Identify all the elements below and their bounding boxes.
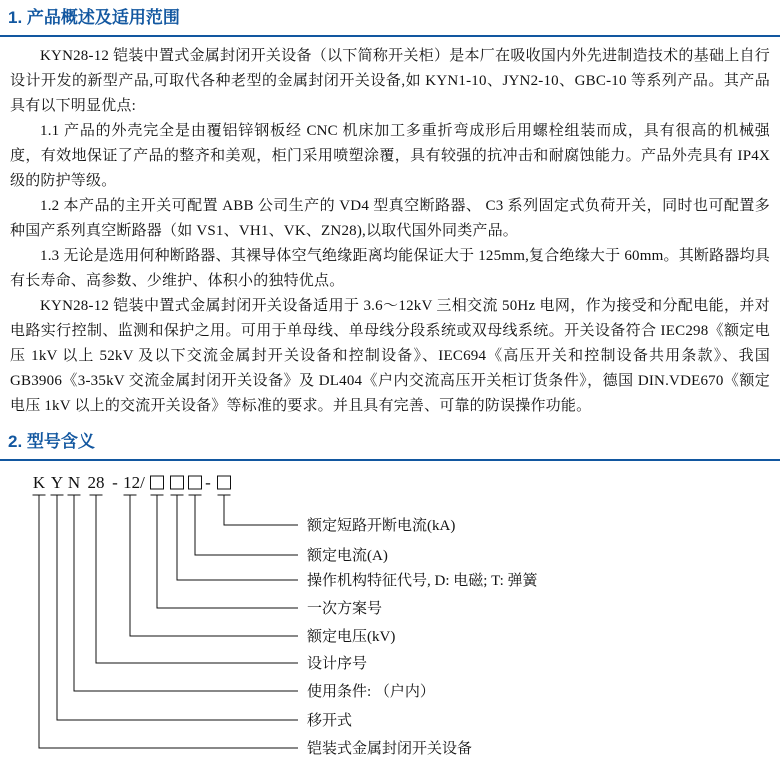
model-code-part: - bbox=[205, 473, 211, 492]
model-placeholder-box bbox=[151, 476, 164, 489]
model-label: 额定电压(kV) bbox=[307, 629, 396, 645]
section-2-title: 2. 型号含义 bbox=[8, 432, 95, 451]
model-label: 操作机构特征代号, D: 电磁; T: 弹簧 bbox=[307, 573, 538, 589]
connector-line bbox=[218, 495, 299, 525]
model-code-part: - bbox=[112, 473, 118, 492]
connector-line bbox=[171, 495, 299, 580]
model-code-part: K bbox=[32, 473, 46, 492]
model-label: 铠装式金属封闭开关设备 bbox=[307, 741, 473, 757]
connector-line bbox=[90, 495, 299, 663]
paragraph-intro: KYN28-12 铠装中置式金属封闭开关设备（以下简称开关柜）是本厂在吸收国内外先进制造技术的基础上自行设计开发的新型产品,可取代各种老型的金属封闭开关设备,如 KYN1-10、JYN2-10、GBC-10 等系列产品。其产品具有以下明显优点: bbox=[10, 48, 770, 114]
section-1-body bbox=[0, 37, 780, 419]
model-label: 移开式 bbox=[307, 713, 353, 729]
section-1-title: 1. 产品概述及适用范围 bbox=[8, 8, 180, 27]
connector-line bbox=[124, 495, 299, 636]
connector-line bbox=[33, 495, 299, 748]
model-code-part: 28 bbox=[87, 473, 105, 492]
section-model-meaning bbox=[0, 419, 780, 761]
model-code-part: 12/ bbox=[123, 473, 145, 492]
paragraph-1-2: 1.2 本产品的主开关可配置 ABB 公司生产的 VD4 型真空断路器、 C3 系列固定式负荷开关，同时也可配置多种国产系列真空断路器（如 VS1、VH1、VK、ZN28),以取代国外同类产品。 bbox=[10, 198, 770, 239]
model-placeholder-box bbox=[171, 476, 184, 489]
paragraph-1-1: 1.1 产品的外壳完全是由覆铝锌钢板经 CNC 机床加工多重折弯成形后用螺栓组装而成，具有很高的机械强度，有效地保证了产品的整齐和美观，柜门采用喷塑涂覆，具有较强的抗冲击和耐腐蚀能力。产品外壳具有 IP4X 级的防护等级。 bbox=[10, 123, 770, 189]
model-label: 一次方案号 bbox=[307, 601, 383, 617]
model-code-part: Y bbox=[50, 473, 64, 492]
paragraph-1-3: 1.3 无论是选用何种断路器、其裸导体空气绝缘距离均能保证大于 125mm,复合绝缘大于 60mm。其断路器均具有长寿命、高参数、少维护、体积小的独特优点。 bbox=[10, 248, 770, 289]
model-label: 使用条件: （户内） bbox=[307, 684, 435, 700]
model-placeholder-box bbox=[218, 476, 231, 489]
model-label: 设计序号 bbox=[307, 656, 368, 672]
model-code-part: N bbox=[67, 473, 81, 492]
model-designation-diagram bbox=[0, 461, 780, 761]
model-placeholder-box bbox=[189, 476, 202, 489]
model-label: 额定电流(A) bbox=[307, 548, 388, 564]
model-diagram-canvas bbox=[0, 461, 780, 761]
connector-line bbox=[68, 495, 299, 691]
model-label: 额定短路开断电流(kA) bbox=[307, 518, 456, 534]
paragraph-application: KYN28-12 铠装中置式金属封闭开关设备适用于 3.6～12kV 三相交流 50Hz 电网，作为接受和分配电能，并对电路实行控制、监测和保护之用。可用于单母线、单母线分段系统或双母线系统。开关设备符合 IEC298《额定电压 1kV 以上 52kV 及以下交流金属封开关设备和控制设备》、IEC694《高压开关和控制设备共用条款》、我国 GB3906《3-35kV 交流金属封闭开关设备》及 DL404《户内交流高压开关柜订货条件》，德国 DIN.VDE670《额定电压 1kV 以上的交流开关设备》等标准的要求。并且具有完善、可靠的防误操作功能。 bbox=[10, 298, 770, 414]
